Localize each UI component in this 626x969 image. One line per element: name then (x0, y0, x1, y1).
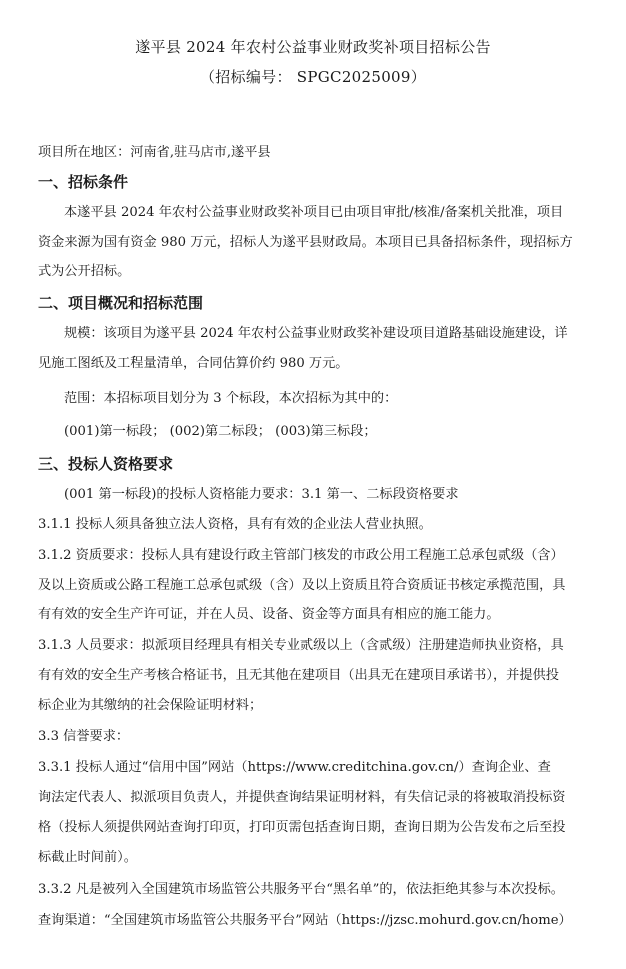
query-channel-line: 查询渠道：“全国建筑市场监管公共服务平台”网站（https://jzsc.mohurd.gov.cn/home） (38, 913, 572, 928)
scale-paragraph-line: 见施工图纸及工程量清单，合同估算价约 980 万元。 (38, 356, 349, 371)
requirement-3-3-1-line: 格（投标人须提供网站查询打印页，打印页需包括查询日期，查询日期为公告发布之后至投 (38, 820, 566, 835)
lots-line: (001)第一标段； (002)第二标段； (003)第三标段； (64, 424, 377, 439)
requirement-3-1-3-line: 3.1.3 人员要求：拟派项目经理具有相关专业贰级以上（含贰级）注册建造师执业资格，具 (38, 638, 564, 653)
requirement-3-3: 3.3 信誉要求： (38, 729, 130, 744)
document-title: 遂平县 2024 年农村公益事业财政奖补项目招标公告 (135, 38, 491, 56)
requirement-3-1-3-line: 有有效的安全生产考核合格证书，且无其他在建项目（出具无在建项目承诺书），并提供投 (38, 668, 559, 683)
requirement-3-1-2-line: 及以上资质或公路工程施工总承包贰级（含）及以上资质且符合资质证书核定承揽范围，具 (38, 578, 566, 593)
section1-paragraph-line: 本遂平县 2024 年农村公益事业财政奖补项目已由项目审批/核准/备案机关批准，项目 (64, 205, 564, 220)
tender-number: （招标编号： SPGC2025009） (199, 68, 427, 86)
requirement-3-3-1-line: 询法定代表人、拟派项目负责人，并提供查询结果证明材料，有失信记录的将被取消投标资 (38, 790, 566, 805)
requirement-3-3-1-line: 标截止时间前）。 (38, 850, 137, 865)
requirement-3-3-1-line: 3.3.1 投标人通过“信用中国”网站（https://www.creditchina.gov.cn/）查询企业、查 (38, 760, 551, 775)
section1-paragraph-line: 式为公开招标。 (38, 264, 131, 279)
scale-paragraph-line: 规模：该项目为遂平县 2024 年农村公益事业财政奖补建设项目道路基础设施建设，详 (64, 326, 568, 341)
requirement-3-3-2: 3.3.2 凡是被列入全国建筑市场监管公共服务平台“黑名单”的，依法拒绝其参与本次投标。 (38, 882, 564, 897)
requirement-3-1-1: 3.1.1 投标人须具备独立法人资格，具有有效的企业法人营业执照。 (38, 517, 432, 532)
project-region: 项目所在地区：河南省,驻马店市,遂平县 (38, 145, 271, 160)
requirement-3-1-2-line: 3.1.2 资质要求：投标人具有建设行政主管部门核发的市政公用工程施工总承包贰级（含） (38, 548, 564, 563)
qualification-intro: (001 第一标段)的投标人资格能力要求：3.1 第一、二标段资格要求 (64, 487, 459, 502)
requirement-3-1-2-line: 有有效的安全生产许可证，并在人员、设备、资金等方面具有相应的施工能力。 (38, 607, 500, 622)
section-heading-2: 二、项目概况和招标范围 (38, 294, 204, 312)
scope-line: 范围：本招标项目划分为 3 个标段，本次招标为其中的： (64, 391, 398, 406)
section1-paragraph-line: 资金来源为国有资金 980 万元，招标人为遂平县财政局。本项目已具备招标条件，现招标方 (38, 235, 573, 250)
requirement-3-1-3-line: 标企业为其缴纳的社会保险证明材料； (38, 698, 263, 713)
section-heading-1: 一、招标条件 (38, 173, 129, 191)
section-heading-3: 三、投标人资格要求 (38, 455, 174, 473)
